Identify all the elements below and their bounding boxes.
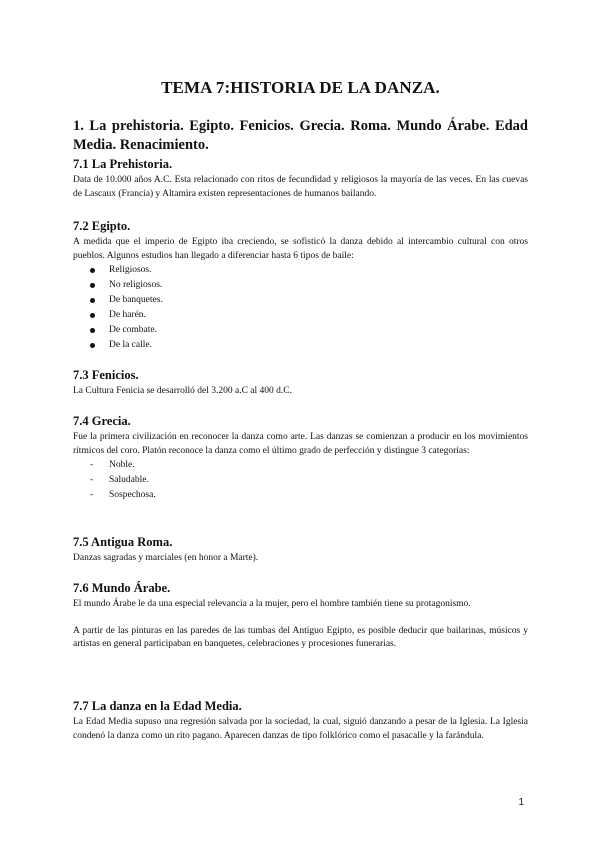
section-mundo-arabe xyxy=(73,580,528,652)
section-grecia xyxy=(73,413,528,503)
section-paragraph: Data de 10.000 años A.C. Esta relacionado con ritos de fecundidad y religiosos la mayoría de las veces. En las cuevas de Lascaux (Francia) y Altamira existen representaciones de humanos bailando. xyxy=(73,175,528,199)
section-egipto xyxy=(73,218,528,353)
section-roma xyxy=(73,534,528,566)
list-item: De la calle. xyxy=(73,338,528,353)
list-item: De banquetes. xyxy=(73,293,528,308)
page-number: 1 xyxy=(518,797,524,808)
dance-types-list xyxy=(73,263,528,353)
section-heading: 7.3 Fenicios. xyxy=(73,368,139,382)
section-heading: 7.6 Mundo Árabe. xyxy=(73,581,171,595)
list-item: - Sospechosa. xyxy=(73,488,528,503)
section-paragraph: Fue la primera civilización en reconocer la danza como arte. Las danzas se comienzan a producir en los movimientos rítmicos del coro. Platón reconoce la danza como el último grado de perfección y distingue 3 categorías: xyxy=(73,432,528,456)
list-item: - Noble. xyxy=(73,458,528,473)
list-item: No religiosos. xyxy=(73,278,528,293)
list-item: - Saludable. xyxy=(73,473,528,488)
categories-list xyxy=(73,458,528,503)
list-item: Religiosos. xyxy=(73,263,528,278)
section-heading: 7.5 Antigua Roma. xyxy=(73,535,173,549)
section-fenicios xyxy=(73,367,528,399)
section-paragraph: La Cultura Fenicia se desarrolló del 3.200 a.C al 400 d.C. xyxy=(73,386,292,396)
section-paragraph: El mundo Árabe le da una especial relevancia a la mujer, pero el hombre también tiene su protagonismo. xyxy=(73,599,471,609)
section-paragraph: Danzas sagradas y marciales (en honor a Marte). xyxy=(73,553,259,563)
section-paragraph: A partir de las pinturas en las paredes de las tumbas del Antiguo Egipto, es posible deducir que bailarinas, músicos y artistas en general participaban en banquetes, celebraciones y procesiones funerarias. xyxy=(73,625,528,649)
list-item: De harén. xyxy=(73,308,528,323)
section-heading: 7.1 La Prehistoria. xyxy=(73,157,173,171)
list-item: De combate. xyxy=(73,323,528,338)
section-paragraph: A medida que el imperio de Egipto iba creciendo, se sofisticó la danza debido al intercambio cultural con otros pueblos. Algunos estudios han llegado a diferenciar hasta 6 tipos de baile: xyxy=(73,237,528,261)
chapter-heading: 1. La prehistoria. Egipto. Fenicios. Grecia. Roma. Mundo Árabe. Edad Media. Renacimiento. xyxy=(73,118,528,153)
section-heading: 7.2 Egipto. xyxy=(73,219,131,233)
section-paragraph: La Edad Media supuso una regresión salvada por la sociedad, la cual, siguió danzando a pesar de la Iglesia. La Iglesia condenó la danza como un rito pagano. Aparecen danzas de tipo folklórico como el pasacalle y la farándula. xyxy=(73,717,528,741)
section-edad-media xyxy=(73,698,528,743)
section-heading: 7.7 La danza en la Edad Media. xyxy=(73,699,242,713)
document-title: TEMA 7:HISTORIA DE LA DANZA. xyxy=(161,78,440,97)
section-heading: 7.4 Grecia. xyxy=(73,414,131,428)
section-prehistoria xyxy=(73,156,528,201)
